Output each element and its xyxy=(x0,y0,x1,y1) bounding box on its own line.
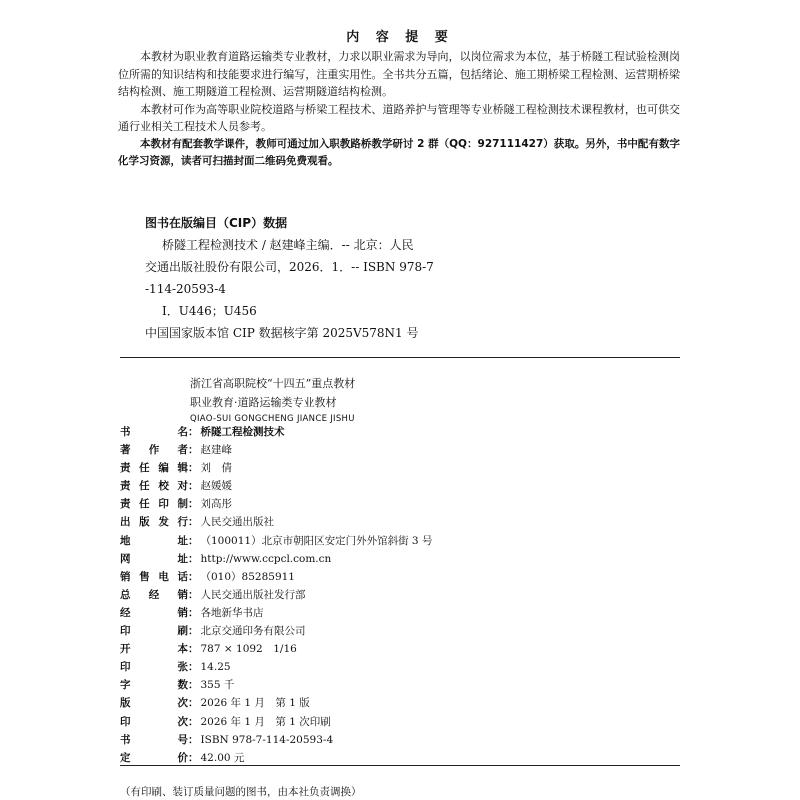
colophon-row xyxy=(120,640,680,658)
colophon-label: 书 名 xyxy=(120,426,188,438)
colophon-row xyxy=(120,513,680,531)
colophon-colon: ： xyxy=(188,516,199,529)
colophon-value: 各地新华书店 xyxy=(200,606,264,619)
colophon-row xyxy=(120,586,680,604)
cip-line: 桥隧工程检测技术 / 赵建峰主编．-- 北京：人民 xyxy=(162,238,414,252)
colophon-value: 2026 年 1 月 第 1 版 xyxy=(200,697,310,710)
series-block xyxy=(190,374,355,426)
content-summary xyxy=(118,48,680,171)
colophon-colon: ： xyxy=(188,588,199,601)
colophon-row xyxy=(120,713,680,731)
colophon-colon: ： xyxy=(188,715,199,728)
colophon-colon: ： xyxy=(188,462,199,475)
summary-paragraph: 本教材可作为高等职业院校道路与桥梁工程技术、道路养护与管理等专业桥隧工程检测技术课程教材，也可供交通行业相关工程技术人员参考。 xyxy=(118,102,680,133)
colophon-colon: ： xyxy=(188,606,199,619)
colophon-row xyxy=(120,459,680,477)
colophon-colon: ： xyxy=(188,751,199,764)
divider xyxy=(120,357,680,358)
colophon-row xyxy=(120,477,680,495)
colophon-colon: ： xyxy=(188,643,199,656)
colophon-label: 著 作 者 xyxy=(120,444,188,457)
colophon-value: 赵媛媛 xyxy=(200,480,232,493)
colophon-label: 责 任 校 对 xyxy=(120,480,188,493)
colophon-value: 人民交通出版社发行部 xyxy=(200,588,306,601)
colophon-label: 地 址 xyxy=(120,534,188,547)
colophon-row xyxy=(120,731,680,749)
colophon-value: （010）85285911 xyxy=(200,570,295,583)
colophon-row xyxy=(120,495,680,513)
colophon-label: 印 刷 xyxy=(120,625,188,638)
cip-line: 中国国家版本馆 CIP 数据核字第 2025V578N1 号 xyxy=(145,326,419,340)
colophon-label: 销 售 电 话 xyxy=(120,570,188,583)
series-line: 职业教育·道路运输类专业教材 xyxy=(190,396,337,409)
colophon-table xyxy=(120,423,680,767)
colophon-colon: ： xyxy=(188,570,199,583)
colophon-row xyxy=(120,568,680,586)
colophon-colon: ： xyxy=(188,426,199,438)
colophon-colon: ： xyxy=(188,697,199,710)
colophon-colon: ： xyxy=(188,552,199,565)
colophon-value: 赵建峰 xyxy=(200,444,232,457)
colophon-label: 印 次 xyxy=(120,715,188,728)
colophon-label: 责 任 编 辑 xyxy=(120,462,188,475)
divider xyxy=(120,765,680,766)
colophon-label: 网 址 xyxy=(120,552,188,565)
colophon-row xyxy=(120,604,680,622)
colophon-row xyxy=(120,622,680,640)
colophon-label: 总 经 销 xyxy=(120,588,188,601)
page-title: 内 容 提 要 xyxy=(346,30,454,45)
colophon-value: 355 千 xyxy=(200,679,235,692)
colophon-colon: ： xyxy=(188,480,199,493)
cip-heading: 图书在版编目（CIP）数据 xyxy=(145,216,288,230)
colophon-label: 定 价 xyxy=(120,751,188,764)
cip-line: Ⅰ．U446；U456 xyxy=(162,304,257,318)
colophon-label: 书 号 xyxy=(120,733,188,746)
colophon-value: 桥隧工程检测技术 xyxy=(200,426,285,438)
summary-courseware-note: 本教材有配套教学课件，教师可通过加入职教路桥教学研讨 2 群（QQ：927111427）获取。另外，书中配有数字化学习资源，读者可扫描封面二维码免费观看。 xyxy=(118,137,680,167)
colophon-colon: ： xyxy=(188,733,199,746)
colophon-value: 2026 年 1 月 第 1 次印刷 xyxy=(200,715,331,728)
colophon-colon: ： xyxy=(188,534,199,547)
colophon-label: 版 次 xyxy=(120,697,188,710)
colophon-value: 刘 倩 xyxy=(200,462,232,475)
colophon-value: 787 × 1092 1/16 xyxy=(200,643,297,656)
colophon-colon: ： xyxy=(188,661,199,674)
colophon-row xyxy=(120,441,680,459)
colophon-colon: ： xyxy=(188,498,199,511)
colophon-value: ISBN 978-7-114-20593-4 xyxy=(200,733,334,746)
cip-block xyxy=(145,212,434,344)
colophon-label: 出 版 发 行 xyxy=(120,516,188,529)
colophon-row xyxy=(120,694,680,712)
summary-paragraph: 本教材为职业教育道路运输类专业教材，力求以职业需求为导向，以岗位需求为本位，基于桥隧工程试验检测岗位所需的知识结构和技能要求进行编写，注重实用性。全书共分五篇，包括绪论、施工期桥梁工程检测、运营期桥梁结构检测、施工期隧道工程检测、运营期隧道结构检测。 xyxy=(118,50,680,98)
colophon-row xyxy=(120,550,680,568)
colophon-colon: ： xyxy=(188,679,199,692)
colophon-colon: ： xyxy=(188,444,199,457)
cip-line: 交通出版社股份有限公司，2026．1．-- ISBN 978-7 xyxy=(145,260,434,274)
series-line: 浙江省高职院校“十四五”重点教材 xyxy=(190,377,356,390)
colophon-row xyxy=(120,658,680,676)
colophon-value: （100011）北京市朝阳区安定门外外馆斜街 3 号 xyxy=(200,534,433,547)
colophon-row xyxy=(120,532,680,550)
book-title-pinyin: QIAO-SUI GONGCHENG JIANCE JISHU xyxy=(190,414,355,424)
colophon-value: 北京交通印务有限公司 xyxy=(200,625,306,638)
cip-line: -114-20593-4 xyxy=(145,282,226,296)
colophon-label: 经 销 xyxy=(120,606,188,619)
colophon-value: http://www.ccpcl.com.cn xyxy=(200,552,332,565)
colophon-value: 人民交通出版社 xyxy=(200,516,274,529)
colophon-colon: ： xyxy=(188,625,199,638)
colophon-value: 刘高彤 xyxy=(200,498,232,511)
footer-note: （有印刷、装订质量问题的图书，由本社负责调换） xyxy=(120,786,362,798)
colophon-label: 字 数 xyxy=(120,679,188,692)
colophon-value: 42.00 元 xyxy=(200,751,245,764)
colophon-row xyxy=(120,423,680,441)
colophon-label: 责 任 印 制 xyxy=(120,498,188,511)
colophon-label: 印 张 xyxy=(120,661,188,674)
colophon-row xyxy=(120,676,680,694)
colophon-value: 14.25 xyxy=(200,661,231,674)
colophon-label: 开 本 xyxy=(120,643,188,656)
